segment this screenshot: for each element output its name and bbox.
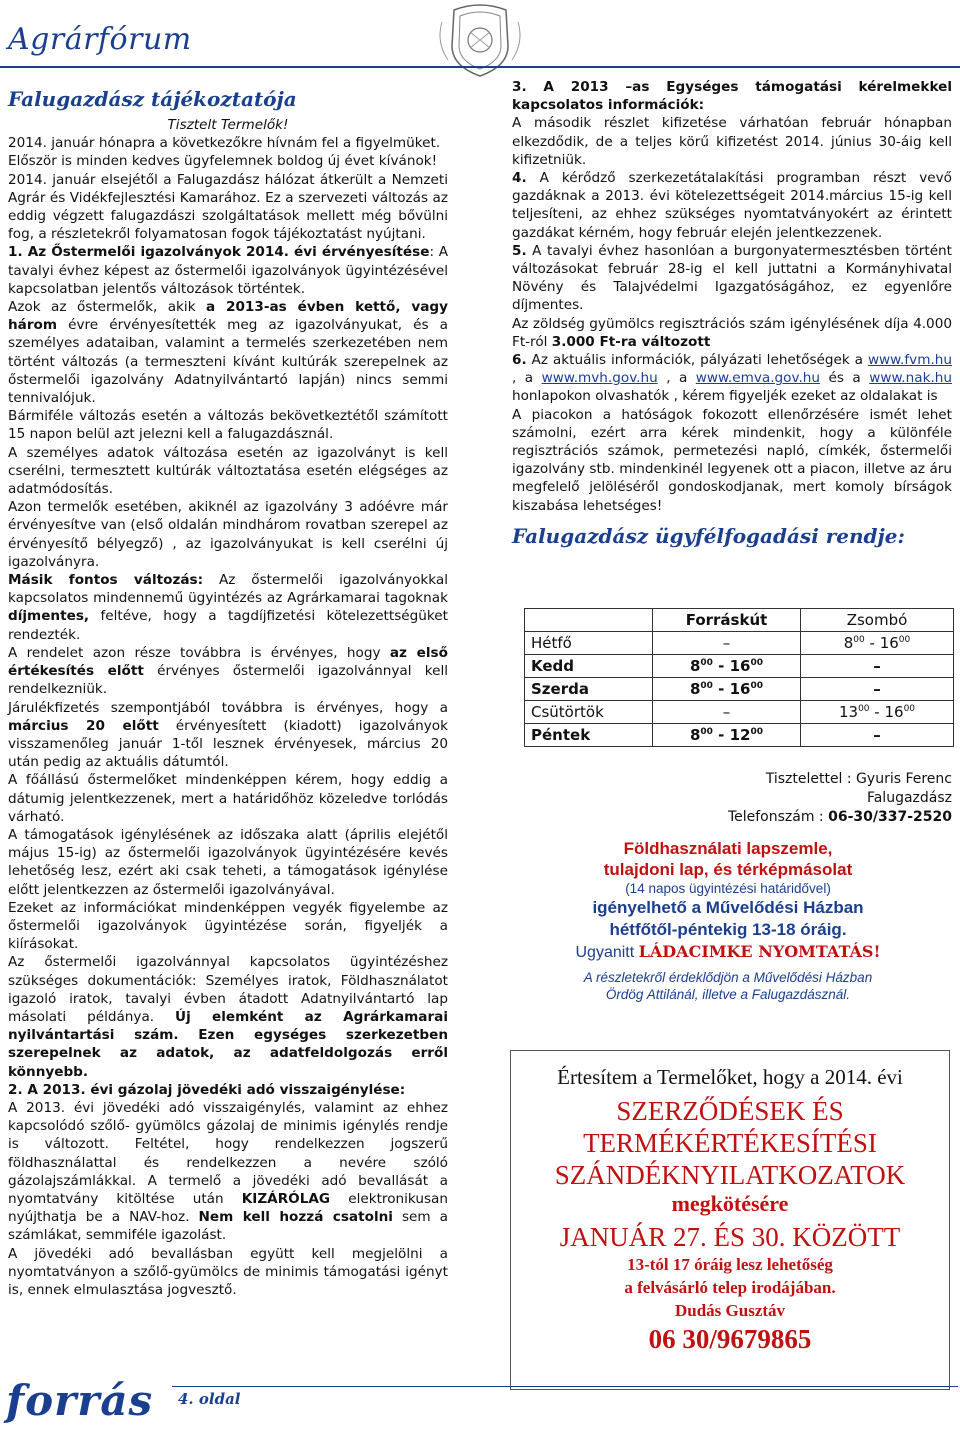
schedule-day: Csütörtök <box>525 701 653 724</box>
salutation: Tisztelt Termelők! <box>167 117 289 133</box>
schedule-day: Kedd <box>525 655 653 678</box>
footer-rule <box>172 1386 958 1387</box>
notice-line: a felvásárló telep irodájában. <box>624 1278 836 1297</box>
schedule-day: Hétfő <box>525 632 653 655</box>
heading-item-3: 3. A 2013 –as Egységes támogatási kérelmekkel kapcsolatos információk: <box>512 79 952 114</box>
paragraph: A piacokon a hatóságok fokozott ellenőrzésére ismét lehet számolni, ezért arra kérek mindenkit, hogy a különféle regisztrációs számok, permetezési napló, címkék, őstermelői igazolvány stb. mindenkinél legyenek ott a piacon, illetve az áru megfelelő jelöléséről gondoskodjanak, mert komoly bírságok kiszabása lehetséges! <box>512 406 952 514</box>
link-mvh[interactable]: www.mvh.gov.hu <box>541 370 658 387</box>
paragraph: Azok az őstermelők, akik a 2013-as évben kettő, vagy három évre érvényesítették meg az igazolványukat, és a személyes adataiban, valamint a termelés szerkezetében nem történt változás (a termeszteni kívánt kultúrák szerepelnek az őstermelői igazolvány Adatnyilvántartó lapján) nincs semmi tennivalójuk. <box>8 299 449 407</box>
heading-item-1: 1. Az Őstermelői igazolványok 2014. évi érvényesítése <box>8 244 430 261</box>
notice-line: hétfőtől-péntekig 13-18 óráig. <box>609 920 847 939</box>
section-title-falugazdasz: Falugazdász tájékoztatója <box>8 87 297 111</box>
schedule-row <box>525 724 954 747</box>
section-title-schedule: Falugazdász ügyfélfogadási rendje: <box>512 523 905 548</box>
notice-contracts-box <box>510 1050 950 1390</box>
paragraph: 2014. január hónapra a következőkre hívnám fel a figyelmüket. <box>8 135 441 152</box>
notice-line: Ugyanitt LÁDACIMKE NYOMTATÁS! <box>575 942 881 961</box>
notice-line: (14 napos ügyintézési határidővel) <box>625 881 831 896</box>
header-rule <box>0 66 960 68</box>
notice-land-registry <box>512 838 944 1003</box>
schedule-zsombo-hours: $8^{00} - 16^{00}$ <box>801 632 954 655</box>
notice-line: igényelhető a Művelődési Házban <box>592 898 864 917</box>
paragraph: Ezeket az információkat mindenképpen vegyék figyelembe az őstermelői igazolványok ügyintézése során, figyeljék a kiírásokat. <box>8 899 448 953</box>
schedule-day: Szerda <box>525 678 653 701</box>
signature-phone: Telefonszám : 06-30/337-2520 <box>727 809 952 825</box>
page-number: 4. oldal <box>178 1390 241 1408</box>
schedule-row <box>525 632 954 655</box>
paragraph: A második részlet kifizetése várhatóan február hónapban elkezdődik, de a teljes körű kifizetést 2014. június 30-áig kell kifizetniük. <box>512 115 952 168</box>
paragraph: A rendelet azon része továbbra is érvényes, hogy az első értékesítés előtt érvényes őstermelői igazolvánnyal kell rendelkezniük. <box>8 644 449 698</box>
notice-line: JANUÁR 27. ÉS 30. KÖZÖTT <box>559 1222 901 1252</box>
notice-line: Értesítem a Termelőket, hogy a 2014. évi <box>557 1065 903 1089</box>
notice-line: Ördög Attilánál, illetve a Falugazdásznál. <box>605 987 851 1002</box>
schedule-header-cell <box>525 609 653 632</box>
schedule-forraskut-hours: $8^{00} - 16^{00}$ <box>653 678 801 701</box>
masthead-title: Agrárfórum <box>8 22 192 57</box>
paragraph: Az őstermelői igazolvánnyal kapcsolatos ügyintézéshez szükséges dokumentációk: Személyes iratok, Földhasználatot igazoló iratok, tavalyi évben átadott Adatnyilvántartó lap másolati példánya. Új elemként az Agrárkamarai nyilvántartási szám. Ezen egységes szerkezetben szerepelnek az adatok, az adatfeldolgozás erről könnyebb. <box>8 954 448 1080</box>
schedule-zsombo-hours: – <box>801 655 954 678</box>
schedule-forraskut-hours: – <box>653 701 801 724</box>
schedule-row <box>525 701 954 724</box>
notice-line: 13-tól 17 óráig lesz lehetőség <box>627 1255 833 1274</box>
paragraph: Másik fontos változás: Az őstermelői igazolványokkal kapcsolatos mindennemű ügyintézés az Agrárkamarai tagoknak díjmentes, feltéve, hogy a tagdíjfizetési kötelezettségüket rendezték. <box>8 572 448 643</box>
notice-line: tulajdoni lap, és térképmásolat <box>603 860 853 879</box>
notice-line: Dudás Gusztáv <box>674 1301 786 1320</box>
paragraph-item-4: 4. A kérődző szerkezetátalakítási programban részt vevő gazdáknak a 2013. évi kötelezettségeit 2014.március 15-ig kell teljesíteni, az ehhez szükséges nyomtatványokért az érintett gazdákat kérném, hogy február elején jelentkezzenek. <box>512 170 952 241</box>
schedule-table <box>524 608 954 747</box>
paragraph-item-5: 5. A tavalyi évhez hasonlóan a burgonyatermesztésben történt változásokat február 28-ig el kell juttatni a Kormányhivatal Növény és Talajvédelmi Igazgatóságához, ez egyenlőre díjmentes. <box>512 242 952 314</box>
forras-logo: forrás <box>6 1376 154 1425</box>
heading-item-2: 2. A 2013. évi gázolaj jövedéki adó visszaigénylése: <box>8 1081 406 1098</box>
link-emva[interactable]: www.emva.gov.hu <box>695 370 821 387</box>
notice-line: SZÁNDÉKNYILATKOZATOK <box>554 1160 906 1190</box>
paragraph: A 2013. évi jövedéki adó visszaigénylés, valamint az ehhez kapcsolódó szőlő- gyümölcs gázolaj de minimis igénylés rendje is változott. Feltétel, hogy rendelkezzen jogszerű földhasználattal és rendelkezzen a nevére szóló gázolajszámlákkal. A termelő a jövedéki adó bevallását a nyomtatvány kitöltése után KIZÁRÓLAG elektronikusan nyújthatja be a NAV-hoz. Nem kell hozzá csatolni sem a számlákat, semmiféle igazolást. <box>8 1099 449 1244</box>
signature-role: Falugazdász <box>866 790 952 806</box>
schedule-forraskut-hours: $8^{00} - 16^{00}$ <box>653 655 801 678</box>
notice-line: TERMÉKÉRTÉKESÍTÉSI <box>583 1128 877 1158</box>
schedule-day: Péntek <box>525 724 653 747</box>
schedule-forraskut-hours: $8^{00} - 12^{00}$ <box>653 724 801 747</box>
schedule-header-zsombo: Zsombó <box>801 609 954 632</box>
notice-phone: 06 30/9679865 <box>648 1324 812 1354</box>
schedule-forraskut-hours: – <box>653 632 801 655</box>
link-nak[interactable]: www.nak.hu <box>869 370 952 387</box>
paragraph: A személyes adatok változása esetén az igazolványt is kell cserélni, termesztett kultúrák változtatása esetén elégséges az adatmódosítás. <box>8 444 448 498</box>
paragraph-item-1: 1. Az Őstermelői igazolványok 2014. évi érvényesítése: A tavalyi évhez képest az őstermelői igazolványok ügyintézésével kapcsolatban jelentős változások történtek. <box>8 244 448 297</box>
paragraph: Először is minden kedves ügyfelemnek boldog új évet kívánok! <box>8 153 438 170</box>
paragraph: Azon termelők esetében, akiknél az igazolvány 3 adóévre már érvényesítve van (első oldalán mindhárom rovatban szerepel az érvényesítő bélyegző) , az igazolványukat is kell cserélni új igazolványra. <box>8 499 448 570</box>
schedule-header-forraskut: Forráskút <box>653 609 801 632</box>
paragraph: Bármiféle változás esetén a változás bekövetkeztétől számított 15 napon belül azt jelezni kell a falugazdásznál. <box>8 408 448 443</box>
schedule-zsombo-hours: $13^{00} - 16^{00}$ <box>801 701 954 724</box>
paragraph: A főállású őstermelőket mindenképpen kérem, hogy eddig a dátumig jelentkezzenek, mert a határidőhöz közeledve torlódás várható. <box>8 772 448 825</box>
paragraph: A támogatások igénylésének az időszaka alatt (április elejétől május 15-ig) az őstermelői igazolványok ügyintézésére kevés lehetőség lesz, ezért aki csak teheti, a támogatások igénylése előtt jelentkezzen az őstermelői igazolványával. <box>8 826 448 898</box>
signature-name: Tisztelettel : Gyuris Ferenc <box>765 771 952 787</box>
schedule-row <box>525 655 954 678</box>
schedule-header-row <box>525 609 954 632</box>
schedule-zsombo-hours: – <box>801 724 954 747</box>
notice-line: SZERZŐDÉSEK ÉS <box>616 1096 844 1126</box>
right-column <box>512 78 952 553</box>
paragraph: 2014. január elsejétől a Falugazdász hálózat átkerült a Nemzeti Agrár és Vidékfejlesztési Kamarához. Ez a szervezeti változás az eddig végzett falugazdászi szolgáltatások mellett még bővülni fog, a részletekről folyamatosan fogok tájékoztatást nyújtani. <box>8 171 448 243</box>
paragraph: Járulékfizetés szempontjából továbbra is érvényes, hogy a március 20 előtt érvényesített (kiadott) igazolványok visszamenőleg január 1-től lesznek érvényesek, március 20 után pedig az aktuális dátumtól. <box>8 699 448 771</box>
link-fvm[interactable]: www.fvm.hu <box>867 352 952 369</box>
paragraph-item-6: 6. Az aktuális információk, pályázati lehetőségek a www.fvm.hu , a www.mvh.gov.hu , a www.emva.gov.hu és a www.nak.hu honlapokon olvashatók , kérem figyeljék ezeket az oldalakat is <box>512 352 952 405</box>
schedule-zsombo-hours: – <box>801 678 954 701</box>
paragraph: Az zöldség gyümölcs regisztrációs szám igénylésének díja 4.000 Ft-ról 3.000 Ft-ra változott <box>512 315 952 350</box>
notice-line: A részletekről érdeklődjön a Művelődési Házban <box>583 970 873 985</box>
paragraph: A jövedéki adó bevallásban együtt kell megjelölni a nyomtatványon a szőlő-gyümölcs de minimis támogatási igényt is, ennek elmulasztása jogvesztő. <box>8 1245 448 1298</box>
schedule-row <box>525 678 954 701</box>
notice-line: megkötésére <box>671 1191 789 1216</box>
notice-line: Földhasználati lapszemle, <box>623 839 833 858</box>
left-column <box>8 86 448 1299</box>
